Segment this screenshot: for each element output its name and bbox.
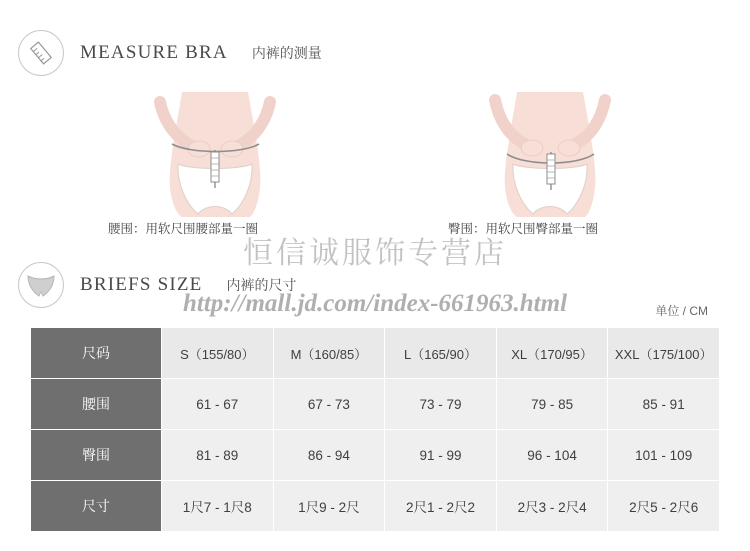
table-row — [31, 481, 720, 532]
ruler-icon — [18, 30, 64, 76]
hip-measure-illustration — [455, 92, 645, 217]
table-header-cell-m: M（160/85） — [273, 328, 385, 379]
hip-s: 81 - 89 — [162, 430, 274, 481]
row-label-chi: 尺寸 — [31, 481, 162, 532]
table-header-cell-size: 尺码 — [31, 328, 162, 379]
hip-l: 91 - 99 — [385, 430, 497, 481]
store-url-watermark: http://mall.jd.com/index-661963.html — [182, 290, 568, 317]
waist-xxl: 85 - 91 — [608, 379, 720, 430]
table-header-cell-xl: XL（170/95） — [496, 328, 608, 379]
table-header-row — [31, 328, 720, 379]
briefs-section-header — [18, 262, 296, 308]
hip-xxl: 101 - 109 — [608, 430, 720, 481]
shop-watermark: 恒信诚服饰专营店 — [243, 237, 507, 270]
waist-xl: 79 - 85 — [496, 379, 608, 430]
chi-l: 2尺1 - 2尺2 — [385, 481, 497, 532]
waist-l: 73 - 79 — [385, 379, 497, 430]
hip-m: 86 - 94 — [273, 430, 385, 481]
table-header-cell-s: S（155/80） — [162, 328, 274, 379]
chi-xxl: 2尺5 - 2尺6 — [608, 481, 720, 532]
table-header-cell-l: L（165/90） — [385, 328, 497, 379]
waist-measure-illustration — [120, 92, 310, 217]
measure-section-header — [18, 30, 322, 76]
chi-s: 1尺7 - 1尺8 — [162, 481, 274, 532]
briefs-icon — [18, 262, 64, 308]
table-header-cell-xxl: XXL（175/100） — [608, 328, 720, 379]
table-row — [31, 379, 720, 430]
hip-xl: 96 - 104 — [496, 430, 608, 481]
waist-m: 67 - 73 — [273, 379, 385, 430]
chi-m: 1尺9 - 2尺 — [273, 481, 385, 532]
size-table — [30, 327, 720, 532]
briefs-section-subtitle: 内裤的尺寸 — [226, 277, 297, 293]
waist-measure-caption: 腰围：用软尺围腰部量一圈 — [108, 222, 259, 236]
hip-measure-caption: 臀围：用软尺围臀部量一圈 — [448, 222, 599, 236]
row-label-hip: 臀围 — [31, 430, 162, 481]
table-row — [31, 430, 720, 481]
row-label-waist: 腰围 — [31, 379, 162, 430]
measure-section-subtitle: 内裤的测量 — [251, 45, 322, 61]
chi-xl: 2尺3 - 2尺4 — [496, 481, 608, 532]
unit-label: 单位 / CM — [655, 304, 708, 318]
briefs-section-title: BRIEFS SIZE — [80, 274, 203, 295]
waist-s: 61 - 67 — [162, 379, 274, 430]
measure-section-title: MEASURE BRA — [80, 42, 228, 63]
illustration-row — [0, 92, 750, 217]
